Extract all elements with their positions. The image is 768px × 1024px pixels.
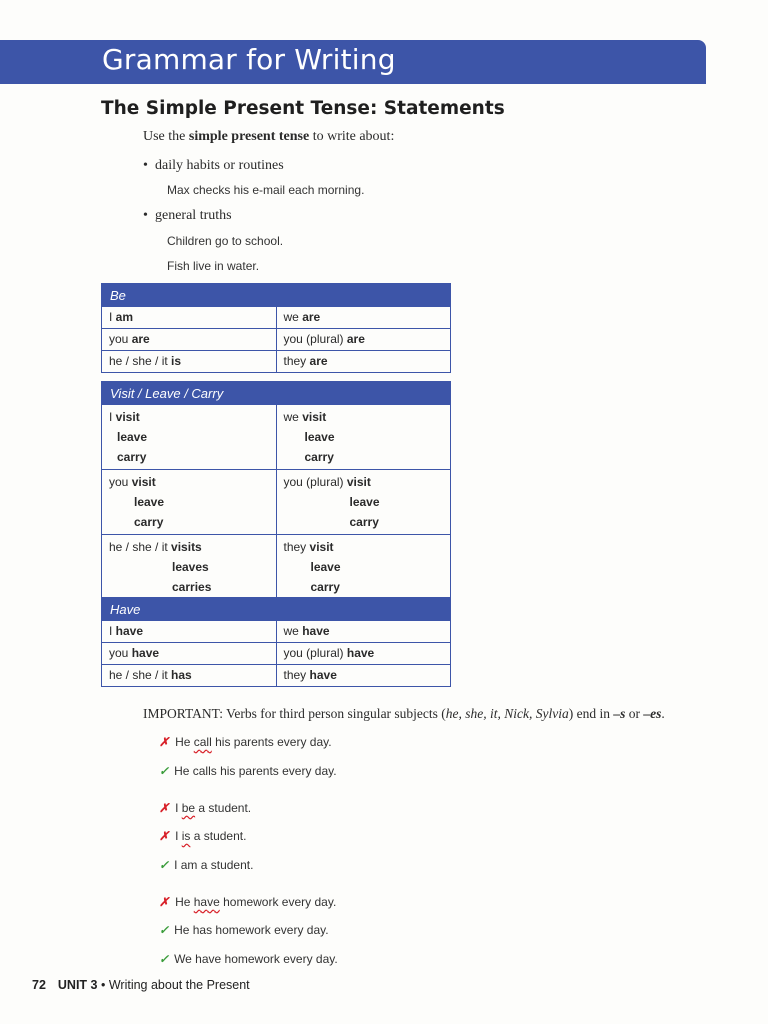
example-sentence: Children go to school.: [167, 234, 284, 248]
table-row: [102, 405, 451, 470]
subject: you (plural): [283, 646, 347, 660]
subject: you (plural): [283, 475, 347, 489]
verb: have: [309, 668, 337, 682]
subject: he / she / it: [109, 354, 172, 368]
important-text: ) end in: [568, 706, 614, 721]
example-sentence: Fish live in water.: [167, 259, 260, 273]
error-word: have: [193, 895, 220, 909]
subject: they: [283, 354, 310, 368]
table-row: [102, 470, 451, 535]
incorrect-example: [159, 801, 251, 815]
important-text: Verbs for third person singular subjects (: [222, 706, 446, 721]
table-cell: [276, 329, 451, 351]
footer-separator: •: [97, 978, 109, 992]
subject: they: [283, 668, 310, 682]
correct-example: [159, 764, 337, 778]
table-row: [102, 351, 451, 373]
table-title: Be: [102, 284, 451, 307]
example-text: a student.: [190, 829, 247, 843]
intro-text: [143, 129, 394, 145]
verb: visit: [115, 410, 140, 424]
verb: carry: [304, 450, 334, 464]
verb: is: [171, 354, 182, 368]
table-row: [102, 621, 451, 643]
use-bullet-habits: • daily habits or routines: [143, 158, 284, 173]
incorrect-example: [159, 735, 332, 749]
have-conjugation-table: [101, 597, 451, 687]
important-label: IMPORTANT:: [143, 706, 223, 721]
visit-leave-carry-table: [101, 381, 451, 600]
verb: visit: [131, 475, 156, 489]
footer-title: Writing about the Present: [108, 978, 250, 992]
subject: they: [283, 540, 310, 554]
table-row: [102, 665, 451, 687]
error-word: call: [193, 735, 212, 749]
verb: carry: [349, 515, 379, 529]
check-mark-icon: ✓: [159, 923, 170, 937]
correct-example: [159, 923, 329, 937]
x-mark-icon: ✗: [159, 801, 170, 815]
verb: have: [115, 624, 144, 638]
example-text: his parents every day.: [211, 735, 332, 749]
verb: are: [309, 354, 328, 368]
table-cell: [102, 643, 277, 665]
example-text: homework every day.: [219, 895, 337, 909]
subject: you: [109, 646, 132, 660]
correct-example: [159, 858, 253, 872]
verb: have: [302, 624, 330, 638]
ending-s: –s: [613, 706, 626, 721]
table-cell: [102, 665, 277, 687]
example-text: He: [175, 895, 194, 909]
table-cell: [276, 351, 451, 373]
error-word: be: [181, 801, 196, 815]
subject: we: [283, 310, 303, 324]
important-text: or: [625, 706, 644, 721]
verb: has: [171, 668, 192, 682]
subject: he / she / it: [109, 540, 172, 554]
table-row: [102, 643, 451, 665]
table-row: [102, 535, 451, 600]
table-cell: [276, 621, 451, 643]
example-text: a student.: [195, 801, 252, 815]
use-label: general truths: [155, 208, 232, 223]
x-mark-icon: ✗: [159, 735, 170, 749]
example-text: We have homework every day.: [174, 952, 338, 966]
table-cell: [102, 329, 277, 351]
table-cell: [102, 535, 277, 600]
subject: we: [283, 624, 303, 638]
verb: are: [302, 310, 321, 324]
intro-bold: simple present tense: [188, 129, 310, 144]
verb: visit: [309, 540, 334, 554]
example-text: He calls his parents every day.: [174, 764, 337, 778]
verb: am: [115, 310, 134, 324]
example-text: I: [175, 829, 182, 843]
table-cell: [276, 405, 451, 470]
subject: you: [109, 475, 132, 489]
incorrect-example: [159, 829, 246, 843]
table-cell: [102, 405, 277, 470]
subject: he / she / it: [109, 668, 172, 682]
verb: carry: [117, 450, 147, 464]
incorrect-example: [159, 895, 336, 909]
check-mark-icon: ✓: [159, 764, 170, 778]
page-footer: [32, 978, 250, 992]
example-text: I: [175, 801, 182, 815]
verb: leave: [304, 430, 335, 444]
section-heading: The Simple Present Tense: Statements: [101, 98, 505, 119]
table-title: Have: [102, 598, 451, 621]
verb: visit: [302, 410, 327, 424]
table-row: [102, 307, 451, 329]
subject: you (plural): [283, 332, 347, 346]
subject: we: [283, 410, 303, 424]
table-cell: [276, 307, 451, 329]
important-note: [143, 706, 665, 722]
important-subjects: he, she, it, Nick, Sylvia: [445, 706, 569, 721]
verb: visit: [346, 475, 371, 489]
use-bullet-truths: • general truths: [143, 208, 232, 223]
be-conjugation-table: [101, 283, 451, 373]
verb: are: [131, 332, 150, 346]
important-text: .: [661, 706, 665, 721]
example-text: He: [175, 735, 194, 749]
table-cell: [102, 307, 277, 329]
page-number: 72: [32, 978, 46, 992]
verb: leaves: [172, 560, 209, 574]
error-word: is: [181, 829, 191, 843]
table-row: [102, 329, 451, 351]
table-cell: [102, 351, 277, 373]
table-title: Visit / Leave / Carry: [102, 382, 451, 405]
verb: carry: [134, 515, 164, 529]
table-cell: [276, 665, 451, 687]
unit-label: UNIT 3: [57, 978, 98, 992]
use-label: daily habits or routines: [155, 158, 284, 173]
verb: leave: [117, 430, 148, 444]
verb: are: [346, 332, 365, 346]
example-sentence: Max checks his e-mail each morning.: [167, 183, 365, 197]
banner-title: Grammar for Writing: [102, 43, 396, 76]
subject: I: [109, 624, 116, 638]
table-cell: [102, 470, 277, 535]
check-mark-icon: ✓: [159, 952, 170, 966]
check-mark-icon: ✓: [159, 858, 170, 872]
verb: visits: [171, 540, 202, 554]
verb: leave: [134, 495, 165, 509]
table-cell: [276, 535, 451, 600]
correct-example: [159, 952, 338, 966]
subject: I: [109, 310, 116, 324]
verb: leave: [310, 560, 341, 574]
verb: carries: [172, 580, 212, 594]
section-banner: [0, 40, 706, 84]
subject: you: [109, 332, 132, 346]
x-mark-icon: ✗: [159, 895, 170, 909]
verb: have: [131, 646, 160, 660]
verb: leave: [349, 495, 380, 509]
x-mark-icon: ✗: [159, 829, 170, 843]
verb: have: [346, 646, 375, 660]
table-cell: [276, 643, 451, 665]
example-text: He has homework every day.: [174, 923, 329, 937]
verb: carry: [310, 580, 340, 594]
intro-pre: Use the: [143, 129, 189, 144]
example-text: I am a student.: [174, 858, 254, 872]
subject: I: [109, 410, 116, 424]
intro-post: to write about:: [309, 129, 395, 144]
table-cell: [102, 621, 277, 643]
ending-es: –es: [643, 706, 662, 721]
table-cell: [276, 470, 451, 535]
